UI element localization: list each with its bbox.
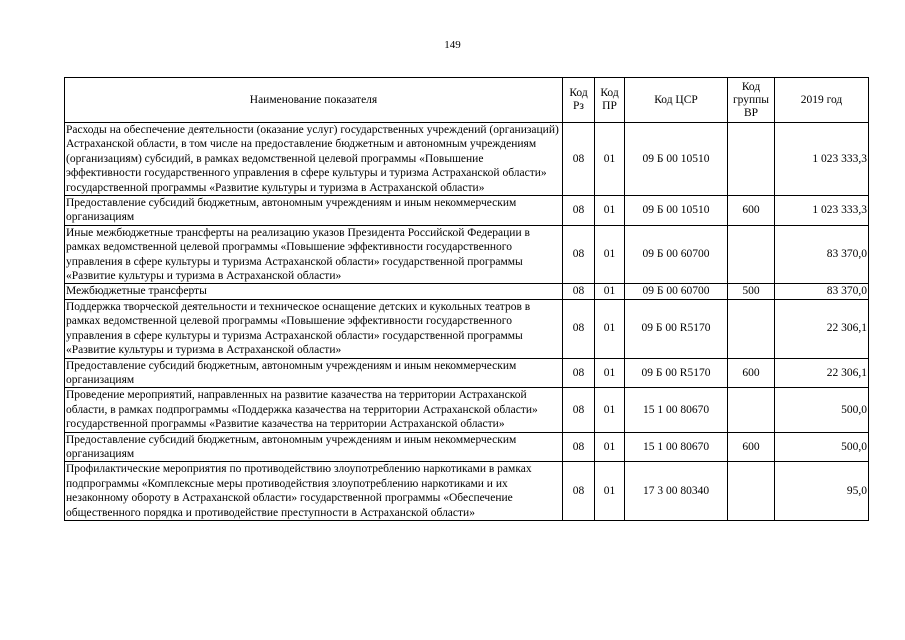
table-row [65, 388, 869, 432]
row-name: Предоставление субсидий бюджетным, автономным учреждениям и иным некоммерческим организациям [65, 432, 563, 462]
row-amount: 1 023 333,3 [775, 196, 869, 226]
row-amount: 83 370,0 [775, 284, 869, 299]
header-csr: Код ЦСР [625, 78, 728, 123]
row-vr: 600 [728, 432, 775, 462]
table-row [65, 299, 869, 358]
row-amount: 95,0 [775, 462, 869, 521]
row-name: Поддержка творческой деятельности и техническое оснащение детских и кукольных театров в рамках ведомственной целевой программы «Повышение эффективности государственного управления в сфере культуры и туризма Астраханской области» государственной программы «Развитие культуры и туризма в Астраханской области» [65, 299, 563, 358]
table-row [65, 462, 869, 521]
row-name: Расходы на обеспечение деятельности (оказание услуг) государственных учреждений (организаций) Астраханской области, в том числе на предоставление бюджетным и автономным учреждениям (организациям) субсидий, в рамках ведомственной целевой программы «Повышение эффективности государственного управления в сфере культуры и туризма Астраханской области» государственной программы «Развитие культуры и туризма в Астраханской области» [65, 123, 563, 196]
header-rz: Код Рз [563, 78, 595, 123]
row-amount: 22 306,1 [775, 358, 869, 388]
row-amount: 83 370,0 [775, 225, 869, 284]
table-header-row [65, 78, 869, 123]
row-rz: 08 [563, 358, 595, 388]
row-vr [728, 462, 775, 521]
row-name: Проведение мероприятий, направленных на развитие казачества на территории Астраханской области, в рамках подпрограммы «Поддержка казачества на территории Астраханской области» государственной программы «Развитие казачества на территории Астраханской области» [65, 388, 563, 432]
row-pr: 01 [595, 284, 625, 299]
row-vr [728, 299, 775, 358]
row-amount: 500,0 [775, 432, 869, 462]
row-amount: 1 023 333,3 [775, 123, 869, 196]
row-amount: 22 306,1 [775, 299, 869, 358]
row-vr: 600 [728, 196, 775, 226]
row-csr: 09 Б 00 10510 [625, 123, 728, 196]
row-csr: 09 Б 00 10510 [625, 196, 728, 226]
row-pr: 01 [595, 388, 625, 432]
row-vr [728, 388, 775, 432]
page-number: 149 [444, 39, 461, 51]
table-row [65, 225, 869, 284]
header-vr: Код группы ВР [728, 78, 775, 123]
row-vr: 500 [728, 284, 775, 299]
row-csr: 09 Б 00 60700 [625, 284, 728, 299]
table-row [65, 284, 869, 299]
row-pr: 01 [595, 432, 625, 462]
header-pr: Код ПР [595, 78, 625, 123]
header-name: Наименование показателя [65, 78, 563, 123]
row-rz: 08 [563, 388, 595, 432]
row-amount: 500,0 [775, 388, 869, 432]
table-row [65, 432, 869, 462]
row-csr: 15 1 00 80670 [625, 432, 728, 462]
row-pr: 01 [595, 299, 625, 358]
row-csr: 09 Б 00 R5170 [625, 299, 728, 358]
row-pr: 01 [595, 196, 625, 226]
row-rz: 08 [563, 432, 595, 462]
row-csr: 09 Б 00 60700 [625, 225, 728, 284]
row-csr: 09 Б 00 R5170 [625, 358, 728, 388]
row-pr: 01 [595, 123, 625, 196]
row-name: Предоставление субсидий бюджетным, автономным учреждениям и иным некоммерческим организациям [65, 196, 563, 226]
row-rz: 08 [563, 284, 595, 299]
row-name: Иные межбюджетные трансферты на реализацию указов Президента Российской Федерации в рамках ведомственной целевой программы «Повышение эффективности государственного управления в сфере культуры и туризма Астраханской области» государственной программы «Развитие культуры и туризма в Астраханской области» [65, 225, 563, 284]
row-vr: 600 [728, 358, 775, 388]
row-rz: 08 [563, 462, 595, 521]
row-name: Предоставление субсидий бюджетным, автономным учреждениям и иным некоммерческим организациям [65, 358, 563, 388]
table-row [65, 196, 869, 226]
row-rz: 08 [563, 299, 595, 358]
row-csr: 17 3 00 80340 [625, 462, 728, 521]
row-pr: 01 [595, 358, 625, 388]
row-vr [728, 225, 775, 284]
row-vr [728, 123, 775, 196]
header-year: 2019 год [775, 78, 869, 123]
table-row [65, 358, 869, 388]
row-pr: 01 [595, 462, 625, 521]
row-pr: 01 [595, 225, 625, 284]
row-name: Профилактические мероприятия по противодействию злоупотреблению наркотиками в рамках подпрограммы «Комплексные меры противодействия злоупотреблению наркотиками и их незаконному обороту в Астраханской области» государственной программы «Обеспечение общественного порядка и противодействие преступности в Астраханской области» [65, 462, 563, 521]
row-rz: 08 [563, 225, 595, 284]
row-rz: 08 [563, 196, 595, 226]
table-row [65, 123, 869, 196]
budget-table [64, 77, 869, 521]
row-name: Межбюджетные трансферты [65, 284, 563, 299]
row-csr: 15 1 00 80670 [625, 388, 728, 432]
row-rz: 08 [563, 123, 595, 196]
